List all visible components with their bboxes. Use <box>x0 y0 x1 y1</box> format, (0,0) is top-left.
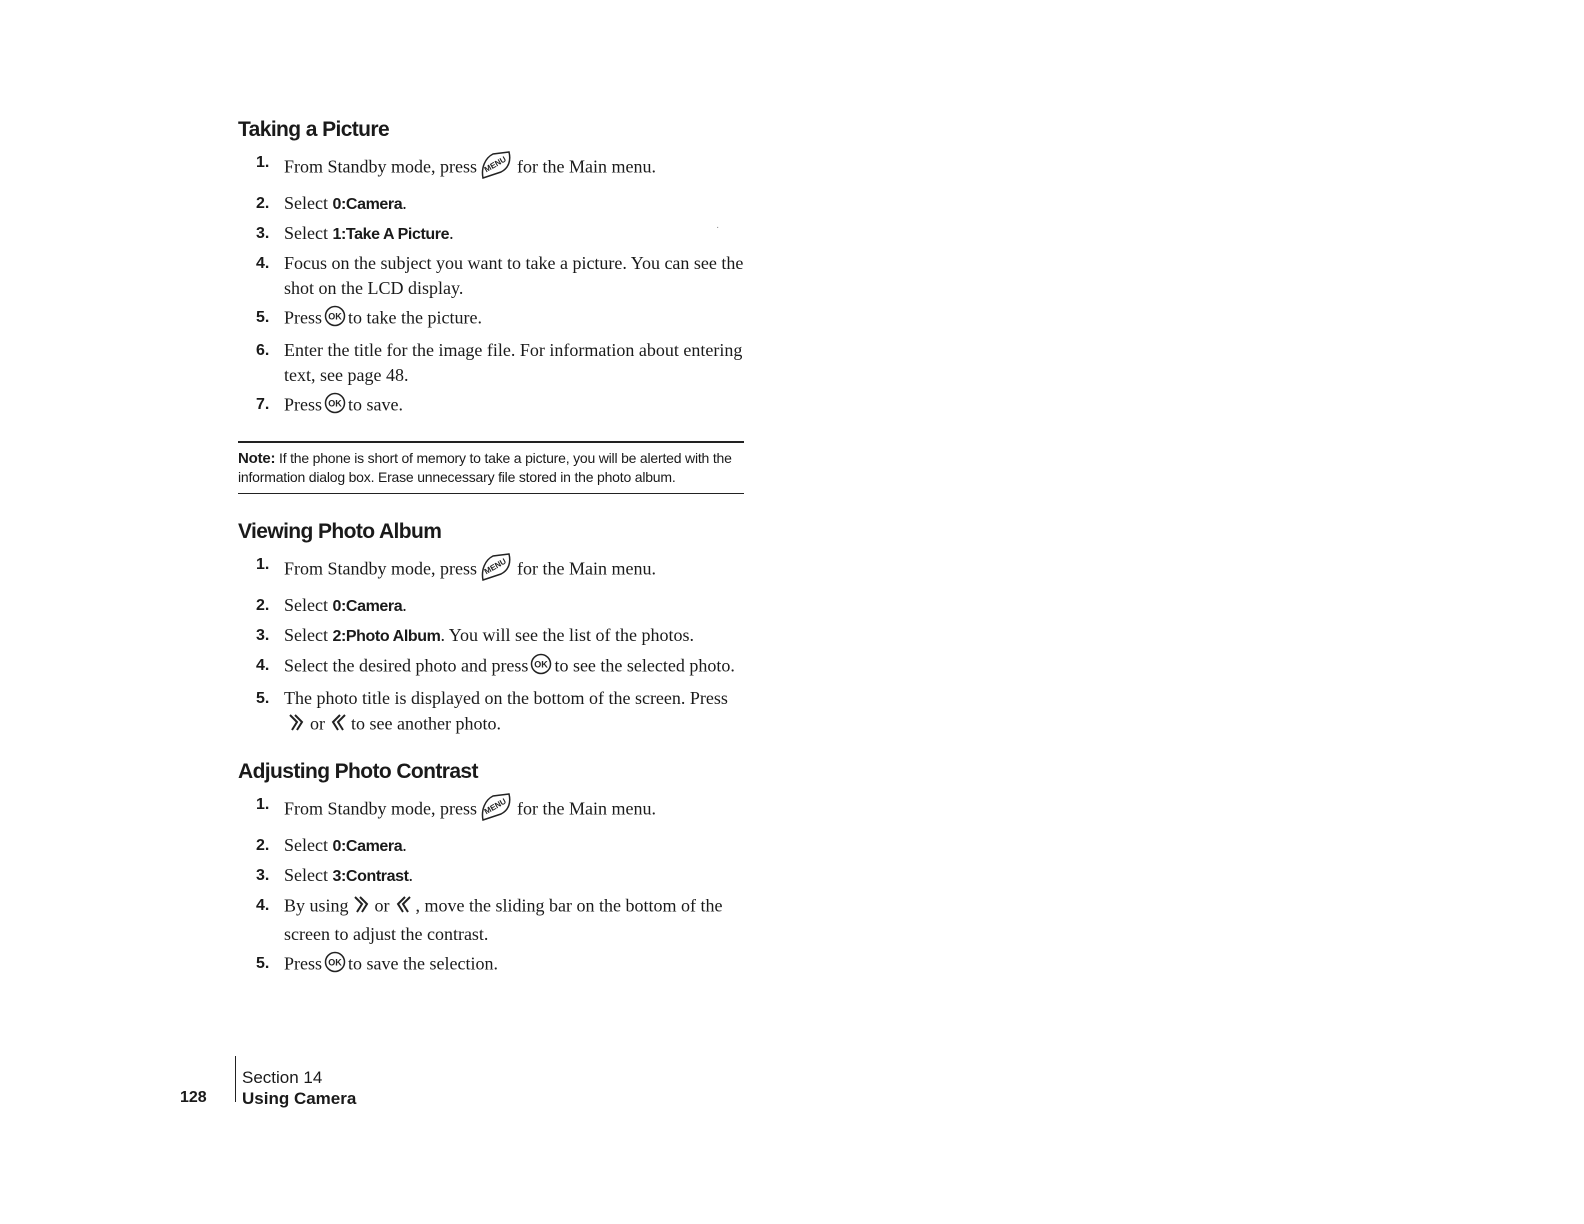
step-item <box>238 686 744 740</box>
left-nav-key-icon <box>327 711 349 740</box>
svg-text:OK: OK <box>534 659 549 670</box>
page-content <box>238 118 744 984</box>
step-item <box>238 833 744 859</box>
svg-text:MENU: MENU <box>482 154 508 175</box>
step-text: Select <box>284 865 333 885</box>
right-nav-key-icon <box>286 711 308 740</box>
section-adjusting-photo-contrast <box>238 760 744 980</box>
step-number: 4. <box>256 255 270 272</box>
footer-section: Section 14 <box>242 1068 323 1087</box>
step-number: 6. <box>256 342 270 359</box>
footer-chapter-title: Using Camera <box>242 1089 357 1108</box>
step-item <box>238 221 744 247</box>
step-text: Press <box>284 307 323 328</box>
stray-mark: · <box>716 222 720 233</box>
step-text: . <box>402 193 407 213</box>
step-number: 4. <box>256 657 270 674</box>
menu-key-icon <box>479 552 515 589</box>
step-number: 5. <box>256 690 270 707</box>
note-text: If the phone is short of memory to take a picture, you will be alerted with the information dialog box. Erase unnecessary file stored in the photo album. <box>238 450 732 485</box>
step-item <box>238 392 744 421</box>
step-text: or <box>310 713 325 734</box>
step-text: Select <box>284 835 333 855</box>
step-number: 3. <box>256 867 270 884</box>
step-item <box>238 305 744 334</box>
section-viewing-photo-album <box>238 520 744 740</box>
step-text: for the Main menu. <box>517 798 656 819</box>
step-item <box>238 593 744 619</box>
section-title: Adjusting Photo Contrast <box>238 760 478 783</box>
step-number: 2. <box>256 195 270 212</box>
menu-option: 0:Camera <box>332 196 403 213</box>
step-item <box>238 863 744 889</box>
ok-key-icon <box>530 653 552 682</box>
step-number: 1. <box>256 796 270 813</box>
step-text: . <box>449 223 454 243</box>
step-text: for the Main menu. <box>517 156 656 177</box>
step-text: to save. <box>348 394 403 415</box>
step-text: By using <box>284 895 349 916</box>
step-number: 7. <box>256 396 270 413</box>
step-text: . <box>402 835 407 855</box>
section-title: Taking a Picture <box>238 118 390 141</box>
step-text: Select <box>284 625 333 645</box>
menu-option: 3:Contrast <box>332 868 409 885</box>
step-text: for the Main menu. <box>517 558 656 579</box>
section-taking-a-picture <box>238 118 744 421</box>
step-item <box>238 338 744 388</box>
step-text: or <box>374 895 390 916</box>
note-box <box>238 441 744 494</box>
left-nav-key-icon <box>392 893 414 922</box>
step-text: From Standby mode, press <box>284 156 477 177</box>
step-list <box>238 792 744 980</box>
step-item <box>238 653 744 682</box>
ok-key-icon <box>324 392 346 421</box>
step-number: 3. <box>256 627 270 644</box>
step-text: to see the selected photo. <box>554 655 735 676</box>
ok-key-icon <box>324 305 346 334</box>
step-text: to take the picture. <box>348 307 482 328</box>
step-number: 5. <box>256 955 270 972</box>
step-item <box>238 150 744 187</box>
step-number: 1. <box>256 556 270 573</box>
step-item <box>238 623 744 649</box>
step-number: 2. <box>256 597 270 614</box>
step-list <box>238 552 744 740</box>
step-text: Press <box>284 394 323 415</box>
step-text: From Standby mode, press <box>284 558 477 579</box>
step-item <box>238 893 744 947</box>
step-text: Press <box>284 953 323 974</box>
step-number: 2. <box>256 837 270 854</box>
menu-option: 1:Take A Picture <box>332 226 450 243</box>
step-text: to save the selection. <box>348 953 498 974</box>
step-text: , move the sliding bar on the bottom of the screen to adjust the contrast. <box>284 895 723 944</box>
step-text: Select the desired photo and press <box>284 655 529 676</box>
step-text: The photo title is displayed on the bottom of the screen. Press <box>284 688 728 708</box>
step-text: Enter the title for the image file. For information about entering text, see page 48. <box>284 340 743 385</box>
step-text: Select <box>284 193 333 213</box>
section-title: Viewing Photo Album <box>238 520 442 543</box>
step-item <box>238 792 744 829</box>
step-text: . <box>402 595 407 615</box>
step-item <box>238 191 744 217</box>
note-label: Note: <box>238 450 276 467</box>
page-number: 128 <box>180 1089 207 1106</box>
step-item <box>238 951 744 980</box>
menu-option: 0:Camera <box>332 838 403 855</box>
svg-text:OK: OK <box>328 398 342 409</box>
step-text: Select <box>284 595 333 615</box>
svg-text:OK: OK <box>328 311 342 322</box>
footer-divider <box>235 1056 236 1102</box>
svg-text:OK: OK <box>328 957 342 968</box>
menu-key-icon <box>479 792 515 829</box>
menu-option: 2:Photo Album <box>332 628 441 645</box>
step-text: Select <box>284 223 333 243</box>
right-nav-key-icon <box>351 893 373 922</box>
step-list <box>238 150 744 421</box>
svg-text:MENU: MENU <box>482 556 508 577</box>
menu-option: 0:Camera <box>332 598 403 615</box>
step-text: to see another photo. <box>351 713 501 734</box>
step-text: . You will see the list of the photos. <box>440 625 694 645</box>
step-number: 3. <box>256 225 270 242</box>
step-text: From Standby mode, press <box>284 798 477 819</box>
step-number: 1. <box>256 154 270 171</box>
step-text: Focus on the subject you want to take a picture. You can see the shot on the LCD display. <box>284 253 744 298</box>
ok-key-icon <box>324 951 346 980</box>
menu-key-icon <box>479 150 515 187</box>
step-text: . <box>408 865 413 885</box>
step-item <box>238 251 744 301</box>
step-item <box>238 552 744 589</box>
svg-text:MENU: MENU <box>482 796 508 817</box>
step-number: 4. <box>256 897 270 914</box>
step-number: 5. <box>256 309 270 326</box>
